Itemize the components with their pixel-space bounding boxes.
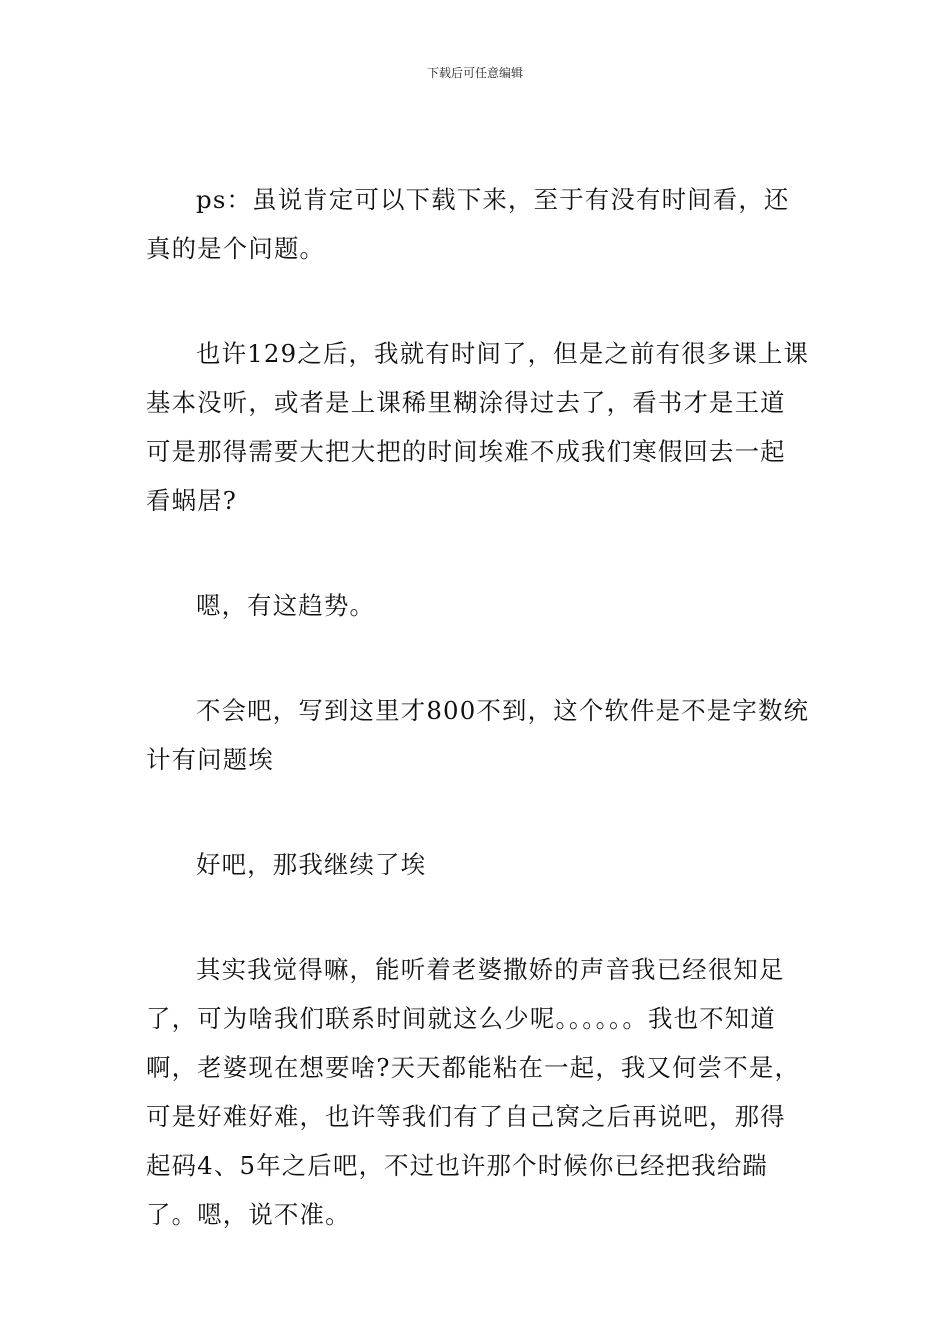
paragraph-6: 其实我觉得嘛，能听着老婆撒娇的声音我已经很知足了，可为啥我们联系时间就这么少呢。。。。。。我也不知道啊，老婆现在想要啥?天天都能粘在一起，我又何尝不是，可是好难好难，也许等我们有了自己窝之后再说吧，那得起码4、5年之后吧，不过也许那个时候你已经把我给踹了。嗯，说不准。 [146,955,801,1229]
page-header: 下载后可任意编辑 [426,66,523,80]
paragraph-4: 不会吧，写到这里才800不到，这个软件是不是字数统计有问题埃 [146,696,810,774]
paragraph-1: ps：虽说肯定可以下载下来，至于有没有时间看，还真的是个问题。 [146,185,790,263]
paragraph-2: 也许129之后，我就有时间了，但是之前有很多课上课基本没听，或者是上课稀里糊涂得过去了，看书才是王道可是那得需要大把大把的时间埃难不成我们寒假回去一起看蜗居? [146,339,810,515]
document-body [146,175,810,1295]
paragraph-3: 嗯，有这趋势。 [196,591,376,620]
paragraph-5: 好吧，那我继续了埃 [196,850,427,879]
